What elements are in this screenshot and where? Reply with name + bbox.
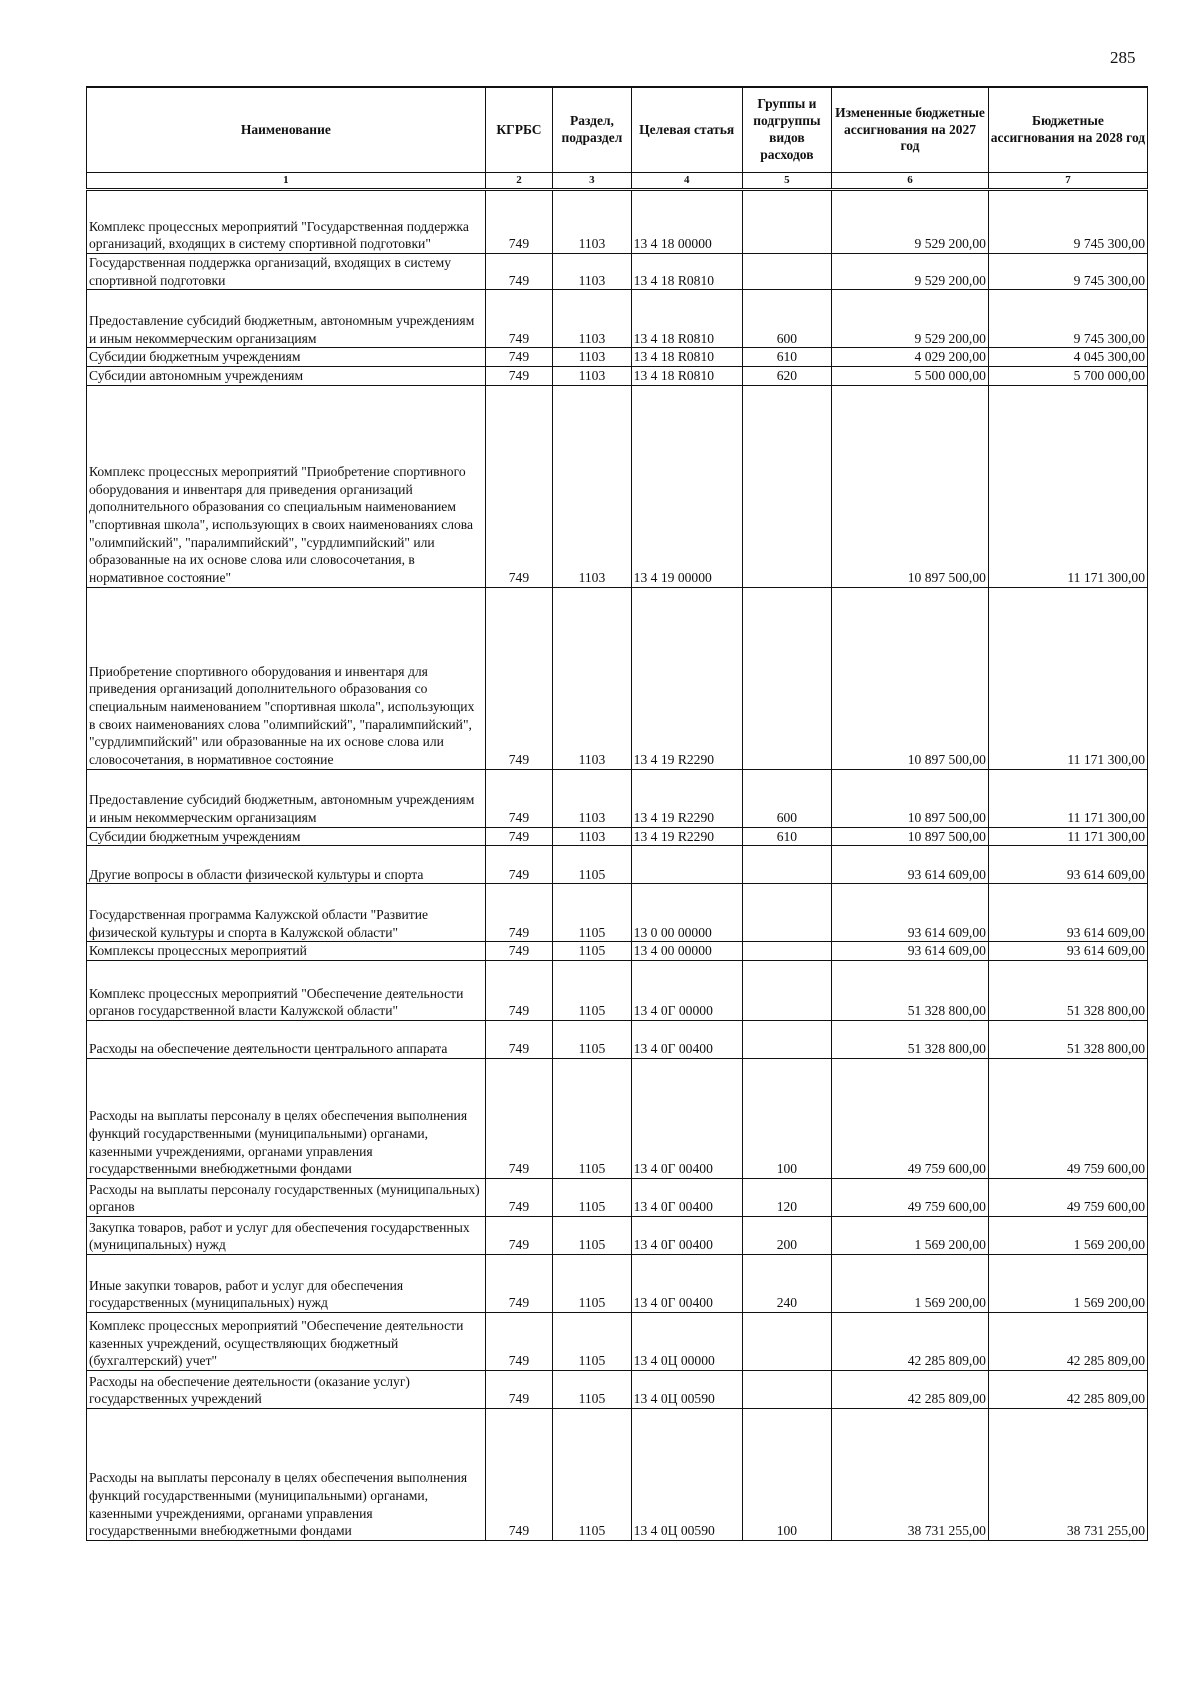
row-kgrbs: 749 [485, 1409, 553, 1541]
row-target: 13 4 19 R2290 [631, 827, 742, 846]
row-target [631, 846, 742, 884]
row-kgrbs: 749 [485, 942, 553, 961]
table-row [87, 1179, 1148, 1217]
row-section: 1103 [553, 254, 631, 290]
row-target: 13 4 18 R0810 [631, 348, 742, 367]
row-group: 610 [742, 827, 831, 846]
row-amount-2028: 93 614 609,00 [988, 942, 1147, 961]
row-amount-2027: 42 285 809,00 [832, 1313, 989, 1371]
row-target: 13 4 0Ц 00590 [631, 1371, 742, 1409]
header-amount-2027: Измененные бюджетные ассигнования на 2027 год [832, 87, 989, 173]
row-section: 1105 [553, 1217, 631, 1255]
row-kgrbs: 749 [485, 1313, 553, 1371]
row-amount-2028: 1 569 200,00 [988, 1217, 1147, 1255]
page-number: 285 [1110, 48, 1136, 67]
row-amount-2027: 42 285 809,00 [832, 1371, 989, 1409]
column-number: 3 [553, 173, 631, 190]
row-name: Расходы на обеспечение деятельности центрального аппарата [87, 1021, 486, 1059]
row-amount-2028: 42 285 809,00 [988, 1313, 1147, 1371]
row-amount-2027: 4 029 200,00 [832, 348, 989, 367]
row-target: 13 4 18 R0810 [631, 290, 742, 348]
row-name: Субсидии автономным учреждениям [87, 367, 486, 386]
row-kgrbs: 749 [485, 367, 553, 386]
table-row [87, 254, 1148, 290]
row-amount-2027: 93 614 609,00 [832, 846, 989, 884]
row-amount-2028: 38 731 255,00 [988, 1409, 1147, 1541]
row-kgrbs: 749 [485, 884, 553, 942]
row-group: 610 [742, 348, 831, 367]
row-section: 1105 [553, 846, 631, 884]
row-group: 120 [742, 1179, 831, 1217]
row-target: 13 4 18 R0810 [631, 367, 742, 386]
table-body [87, 190, 1148, 1541]
row-target: 13 4 19 R2290 [631, 587, 742, 769]
table-row [87, 1371, 1148, 1409]
header-groups: Группы и подгруппы видов расходов [742, 87, 831, 173]
header-name: Наименование [87, 87, 486, 173]
header-row [87, 87, 1148, 173]
table-row [87, 348, 1148, 367]
row-group: 600 [742, 769, 831, 827]
budget-table [86, 86, 1148, 1541]
row-kgrbs: 749 [485, 1371, 553, 1409]
row-section: 1105 [553, 942, 631, 961]
row-kgrbs: 749 [485, 290, 553, 348]
row-name: Государственная поддержка организаций, входящих в систему спортивной подготовки [87, 254, 486, 290]
row-target: 13 4 0Г 00400 [631, 1217, 742, 1255]
row-name: Государственная программа Калужской области "Развитие физической культуры и спорта в Калужской области" [87, 884, 486, 942]
row-amount-2027: 5 500 000,00 [832, 367, 989, 386]
row-amount-2028: 93 614 609,00 [988, 846, 1147, 884]
row-group [742, 961, 831, 1021]
column-number: 1 [87, 173, 486, 190]
row-name: Комплекс процессных мероприятий "Обеспечение деятельности органов государственной власти Калужской области" [87, 961, 486, 1021]
row-name: Комплекс процессных мероприятий "Государственная поддержка организаций, входящих в систему спортивной подготовки" [87, 190, 486, 254]
table-row [87, 827, 1148, 846]
table-row [87, 290, 1148, 348]
header-section: Раздел, подраздел [553, 87, 631, 173]
table-row [87, 1021, 1148, 1059]
row-amount-2027: 1 569 200,00 [832, 1217, 989, 1255]
row-amount-2027: 93 614 609,00 [832, 942, 989, 961]
row-section: 1105 [553, 1255, 631, 1313]
row-amount-2027: 10 897 500,00 [832, 385, 989, 587]
row-name: Закупка товаров, работ и услуг для обеспечения государственных (муниципальных) нужд [87, 1217, 486, 1255]
row-amount-2028: 93 614 609,00 [988, 884, 1147, 942]
row-kgrbs: 749 [485, 348, 553, 367]
column-number: 5 [742, 173, 831, 190]
row-name: Предоставление субсидий бюджетным, автономным учреждениям и иным некоммерческим организациям [87, 769, 486, 827]
table-row [87, 385, 1148, 587]
row-group [742, 254, 831, 290]
row-section: 1103 [553, 348, 631, 367]
row-amount-2027: 10 897 500,00 [832, 587, 989, 769]
row-group [742, 190, 831, 254]
row-section: 1105 [553, 1059, 631, 1179]
row-amount-2027: 51 328 800,00 [832, 1021, 989, 1059]
table-row [87, 942, 1148, 961]
header-target: Целевая статья [631, 87, 742, 173]
table-row [87, 961, 1148, 1021]
table-row [87, 1217, 1148, 1255]
row-name: Комплекс процессных мероприятий "Обеспечение деятельности казенных учреждений, осуществляющих бюджетный (бухгалтерский) учет" [87, 1313, 486, 1371]
table-row [87, 190, 1148, 254]
row-section: 1105 [553, 961, 631, 1021]
row-name: Иные закупки товаров, работ и услуг для обеспечения государственных (муниципальных) нужд [87, 1255, 486, 1313]
row-target: 13 4 0Г 00400 [631, 1021, 742, 1059]
row-amount-2028: 49 759 600,00 [988, 1059, 1147, 1179]
row-kgrbs: 749 [485, 1179, 553, 1217]
row-amount-2027: 93 614 609,00 [832, 884, 989, 942]
row-amount-2027: 10 897 500,00 [832, 769, 989, 827]
row-name: Другие вопросы в области физической культуры и спорта [87, 846, 486, 884]
row-target: 13 4 18 R0810 [631, 254, 742, 290]
column-number: 6 [832, 173, 989, 190]
column-number: 7 [988, 173, 1147, 190]
table-row [87, 1059, 1148, 1179]
row-kgrbs: 749 [485, 961, 553, 1021]
row-kgrbs: 749 [485, 587, 553, 769]
row-kgrbs: 749 [485, 254, 553, 290]
table-row [87, 846, 1148, 884]
row-target: 13 4 0Г 00400 [631, 1255, 742, 1313]
row-amount-2028: 11 171 300,00 [988, 385, 1147, 587]
row-section: 1105 [553, 1179, 631, 1217]
row-target: 13 4 0Г 00000 [631, 961, 742, 1021]
row-amount-2027: 9 529 200,00 [832, 290, 989, 348]
row-amount-2027: 9 529 200,00 [832, 190, 989, 254]
row-amount-2028: 9 745 300,00 [988, 290, 1147, 348]
table-row [87, 367, 1148, 386]
table-row [87, 587, 1148, 769]
row-name: Расходы на выплаты персоналу в целях обеспечения выполнения функций государственными (муниципальными) органами, казенными учреждениями, органами управления государственными внебюджетными фондами [87, 1409, 486, 1541]
row-kgrbs: 749 [485, 1255, 553, 1313]
row-amount-2028: 49 759 600,00 [988, 1179, 1147, 1217]
table-row [87, 884, 1148, 942]
row-section: 1105 [553, 1313, 631, 1371]
row-target: 13 4 0Г 00400 [631, 1179, 742, 1217]
row-group [742, 1371, 831, 1409]
header-amount-2028: Бюджетные ассигнования на 2028 год [988, 87, 1147, 173]
row-kgrbs: 749 [485, 827, 553, 846]
row-target: 13 4 0Ц 00590 [631, 1409, 742, 1541]
row-target: 13 4 18 00000 [631, 190, 742, 254]
row-amount-2028: 51 328 800,00 [988, 961, 1147, 1021]
row-group: 620 [742, 367, 831, 386]
row-section: 1103 [553, 769, 631, 827]
row-amount-2028: 11 171 300,00 [988, 827, 1147, 846]
row-amount-2028: 9 745 300,00 [988, 190, 1147, 254]
row-target: 13 4 0Г 00400 [631, 1059, 742, 1179]
row-amount-2027: 49 759 600,00 [832, 1059, 989, 1179]
row-kgrbs: 749 [485, 1021, 553, 1059]
row-section: 1103 [553, 290, 631, 348]
row-amount-2027: 51 328 800,00 [832, 961, 989, 1021]
table-row [87, 1409, 1148, 1541]
row-section: 1105 [553, 1409, 631, 1541]
row-section: 1103 [553, 367, 631, 386]
row-kgrbs: 749 [485, 1059, 553, 1179]
row-amount-2027: 10 897 500,00 [832, 827, 989, 846]
row-section: 1105 [553, 1021, 631, 1059]
row-amount-2028: 1 569 200,00 [988, 1255, 1147, 1313]
row-amount-2027: 1 569 200,00 [832, 1255, 989, 1313]
row-kgrbs: 749 [485, 190, 553, 254]
row-amount-2027: 49 759 600,00 [832, 1179, 989, 1217]
budget-sheet [86, 86, 1148, 1541]
table-row [87, 1313, 1148, 1371]
row-amount-2028: 11 171 300,00 [988, 769, 1147, 827]
row-kgrbs: 749 [485, 1217, 553, 1255]
column-number: 4 [631, 173, 742, 190]
row-group [742, 1021, 831, 1059]
column-number: 2 [485, 173, 553, 190]
row-target: 13 4 19 R2290 [631, 769, 742, 827]
row-group [742, 846, 831, 884]
row-amount-2028: 42 285 809,00 [988, 1371, 1147, 1409]
row-amount-2028: 5 700 000,00 [988, 367, 1147, 386]
row-group: 100 [742, 1409, 831, 1541]
row-name: Комплекс процессных мероприятий "Приобретение спортивного оборудования и инвентаря для приведения организаций дополнительного образования со специальным наименованием "спортивная школа", использующих в своих наименованиях слова "олимпийский", "паралимпийский", "сурдлимпийский" или образованные на их основе слова или словосочетания, в нормативное состояние" [87, 385, 486, 587]
row-name: Расходы на выплаты персоналу в целях обеспечения выполнения функций государственными (муниципальными) органами, казенными учреждениями, органами управления государственными внебюджетными фондами [87, 1059, 486, 1179]
row-group [742, 942, 831, 961]
row-name: Расходы на выплаты персоналу государственных (муниципальных) органов [87, 1179, 486, 1217]
row-group: 200 [742, 1217, 831, 1255]
row-amount-2028: 9 745 300,00 [988, 254, 1147, 290]
row-group: 240 [742, 1255, 831, 1313]
column-number-row [87, 173, 1148, 190]
row-amount-2027: 38 731 255,00 [832, 1409, 989, 1541]
row-name: Расходы на обеспечение деятельности (оказание услуг) государственных учреждений [87, 1371, 486, 1409]
row-target: 13 0 00 00000 [631, 884, 742, 942]
row-section: 1103 [553, 827, 631, 846]
row-group: 100 [742, 1059, 831, 1179]
table-row [87, 1255, 1148, 1313]
row-group [742, 587, 831, 769]
row-kgrbs: 749 [485, 385, 553, 587]
row-group [742, 385, 831, 587]
row-section: 1105 [553, 884, 631, 942]
row-section: 1103 [553, 190, 631, 254]
row-group [742, 1313, 831, 1371]
row-target: 13 4 0Ц 00000 [631, 1313, 742, 1371]
table-row [87, 769, 1148, 827]
row-amount-2027: 9 529 200,00 [832, 254, 989, 290]
row-group [742, 884, 831, 942]
row-target: 13 4 00 00000 [631, 942, 742, 961]
header-kgrbs: КГРБС [485, 87, 553, 173]
row-amount-2028: 11 171 300,00 [988, 587, 1147, 769]
row-name: Приобретение спортивного оборудования и инвентаря для приведения организаций дополнительного образования со специальным наименованием "спортивная школа", использующих в своих наименованиях слова "олимпийский", "паралимпийский", "сурдлимпийский" или образованные на их основе слова или словосочетания, в нормативное состояние [87, 587, 486, 769]
row-section: 1103 [553, 385, 631, 587]
row-name: Субсидии бюджетным учреждениям [87, 348, 486, 367]
row-name: Комплексы процессных мероприятий [87, 942, 486, 961]
row-name: Предоставление субсидий бюджетным, автономным учреждениям и иным некоммерческим организациям [87, 290, 486, 348]
row-target: 13 4 19 00000 [631, 385, 742, 587]
row-section: 1103 [553, 587, 631, 769]
row-amount-2028: 4 045 300,00 [988, 348, 1147, 367]
row-kgrbs: 749 [485, 769, 553, 827]
row-group: 600 [742, 290, 831, 348]
row-section: 1105 [553, 1371, 631, 1409]
row-name: Субсидии бюджетным учреждениям [87, 827, 486, 846]
row-kgrbs: 749 [485, 846, 553, 884]
row-amount-2028: 51 328 800,00 [988, 1021, 1147, 1059]
